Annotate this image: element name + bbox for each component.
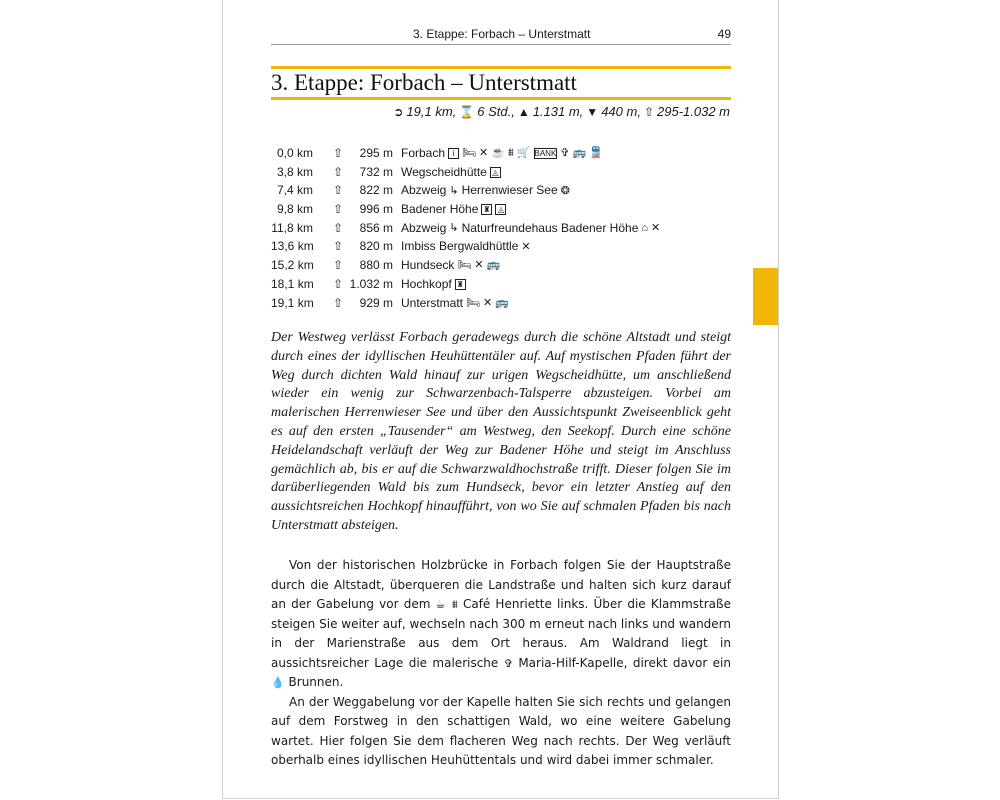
stage-title: 3. Etappe: Forbach – Unterstmatt — [271, 70, 577, 95]
altitude-arrow-icon: ⇧ — [333, 164, 344, 179]
route-km: 15,2 km — [271, 258, 314, 273]
route-altitude: 732 m — [359, 164, 393, 179]
view-icon: ◬ — [490, 167, 501, 178]
view-icon: ◬ — [495, 204, 506, 215]
branch-icon: ↳ — [449, 184, 459, 197]
route-altitude: 996 m — [359, 202, 393, 217]
route-altitude: 1.032 m — [349, 276, 393, 291]
arrow-down-icon: ▼ — [586, 104, 599, 119]
route-km: 9,8 km — [276, 202, 313, 217]
page-number: 49 — [717, 27, 731, 41]
route-place-name: Abzweig — [401, 183, 447, 198]
summary-descent: 440 m, — [601, 104, 641, 119]
route-place-name: Imbiss Bergwaldhüttle — [401, 239, 519, 254]
route-place-name: Hochkopf — [401, 276, 452, 291]
route-altitude: 929 m — [359, 295, 393, 310]
title-rule-top — [271, 66, 731, 69]
body-p1-part-a: Von der historischen Holzbrücke in Forbach folgen Sie der Hauptstraße durch die Altstadt, überqueren die Landstraße und halten sich kurz darauf an der Gabelung vor dem — [271, 558, 731, 611]
water-drop-icon: 💧 — [271, 676, 285, 689]
summary-ascent: 1.131 m, — [532, 104, 584, 119]
running-head-rule — [271, 44, 731, 45]
route-km: 18,1 km — [271, 276, 314, 291]
body-p1-part-c: Maria-Hilf-Kapelle, direkt davor ein — [518, 655, 731, 670]
route-place — [401, 275, 466, 294]
summary-time: 6 Std., — [477, 104, 515, 119]
branch-icon: ↳ — [449, 222, 459, 235]
bus-icon: 🚌 — [495, 296, 509, 309]
route-place-name: Badener Höhe — [401, 202, 479, 217]
loop-arrow-icon: ➲ — [393, 104, 404, 119]
tower-icon: ♜ — [456, 279, 464, 289]
body-p1-part-d: Brunnen. — [288, 675, 344, 689]
body-text — [271, 556, 731, 771]
bank-icon: BANK — [534, 148, 557, 158]
route-place-name: Abzweig — [401, 220, 447, 235]
route-place — [401, 256, 500, 275]
route-place-name: Wegscheidhütte — [401, 164, 487, 179]
stage-intro: Der Westweg verlässt Forbach geradewegs durch die schöne Altstadt und steigt durch eines der idyllischen Heuhüttentäler auf. Auf mystischen Pfaden führt der Weg durch dichten Wald hinauf zur urigen Wegscheidhütte, um anschließend wieder ein wenig zur Schwarzenbach-Talsperre abzusteigen. Vorbei am malerischen Herrenwieser See und über den Aussichtspunkt Zweiseenblick geht es auf den ersten „Tausender“ am Westweg, den Seekopf. Durch eine schöne Heidelandschaft verläuft der Weg zur Badener Höhe und steigt im Anschluss gemächlich ab, bis er auf die Schwarzwaldhochstraße trifft. Dieser folgen Sie im darüberliegenden Wald bis zum Hundseck, bevor ein letzter Anstieg auf den aussichtsreichen Hochkopf hinaufführt, von wo Sie auf schmalen Pfaden bis nach Unterstmatt absteigen. — [271, 330, 731, 533]
hourglass-icon: ⌛ — [459, 104, 475, 119]
route-place — [401, 200, 506, 219]
route-place-destination: Herrenwieser See — [461, 183, 558, 198]
route-place — [401, 144, 603, 163]
altitude-arrow-icon: ⇧ — [333, 146, 344, 160]
bed-icon: 🛏 — [462, 147, 476, 160]
summary-altitude: 295-1.032 m — [657, 104, 730, 119]
route-km: 13,6 km — [271, 239, 314, 254]
chapel-icon: ✞ — [560, 147, 570, 160]
route-place-name: Forbach — [401, 146, 446, 160]
bus-icon: 🚌 — [572, 147, 587, 160]
route-altitude: 295 m — [359, 146, 393, 160]
bed-icon: 🛏 — [466, 296, 480, 309]
route-km: 0,0 km — [276, 146, 313, 160]
title-rule-bottom — [271, 97, 731, 100]
arrow-up-icon: ▲ — [517, 104, 530, 119]
altitude-arrow-icon: ⇧ — [643, 104, 654, 119]
route-place-name: Hundseck — [401, 258, 455, 273]
altitude-arrow-icon: ⇧ — [333, 202, 344, 217]
train-icon: 🚆 — [589, 147, 603, 160]
body-paragraph-1 — [271, 556, 731, 693]
route-km: 3,8 km — [276, 164, 313, 179]
route-place-destination: Naturfreundehaus Badener Höhe — [461, 220, 639, 235]
summary-distance: 19,1 km, — [406, 104, 457, 119]
chapter-thumb-tab — [753, 268, 778, 325]
route-altitude: 820 m — [359, 239, 393, 254]
book-page — [222, 0, 779, 799]
bakery-icon: ⩩ — [507, 147, 514, 160]
cafe-icon: ☕ — [435, 598, 447, 611]
bus-icon: 🚌 — [486, 259, 501, 272]
route-place — [401, 237, 531, 256]
bed-icon: 🛏 — [457, 259, 472, 272]
restaurant-icon: ✕ — [482, 296, 493, 309]
stage-summary — [393, 104, 730, 119]
route-place — [401, 294, 509, 313]
shop-icon: 🛒 — [516, 147, 531, 160]
restaurant-icon: ✕ — [651, 222, 661, 235]
altitude-arrow-icon: ⇧ — [333, 239, 344, 254]
restaurant-icon: ✕ — [474, 259, 484, 272]
info-icon: i — [448, 148, 459, 159]
route-altitude: 856 m — [359, 220, 393, 235]
route-place — [401, 219, 660, 238]
restaurant-icon: ✕ — [479, 147, 489, 160]
altitude-arrow-icon: ⇧ — [333, 295, 344, 310]
route-place — [401, 163, 501, 182]
hut-icon: ⌂ — [641, 222, 649, 235]
altitude-arrow-icon: ⇧ — [333, 220, 344, 235]
route-place — [401, 181, 570, 200]
route-km: 19,1 km — [271, 295, 314, 310]
chapel-icon: ✞ — [503, 656, 513, 670]
route-altitude: 822 m — [359, 183, 393, 198]
altitude-arrow-icon: ⇧ — [333, 258, 344, 273]
tower-icon: ♜ — [483, 204, 491, 214]
route-km: 11,8 km — [271, 220, 313, 235]
body-paragraph-2: An der Weggabelung vor der Kapelle halten Sie sich rechts und gelangen auf dem Forstweg in den schattigen Wald, wo eine weitere Gabelung wartet. Hier folgen Sie dem flacheren Weg nach rechts. Der Weg verläuft oberhalb eines idyllischen Heuhüttentals und wird dabei immer schmaler. — [271, 694, 731, 767]
route-km: 7,4 km — [276, 183, 313, 198]
route-altitude: 880 m — [359, 258, 393, 273]
sight-icon: ❂ — [560, 184, 570, 197]
route-place-name: Unterstmatt — [401, 295, 464, 310]
altitude-arrow-icon: ⇧ — [333, 276, 344, 291]
running-head-title: 3. Etappe: Forbach – Unterstmatt — [413, 27, 591, 41]
altitude-arrow-icon: ⇧ — [333, 183, 344, 198]
cafe-icon: ☕ — [491, 147, 505, 160]
body-p1-part-b: Café Henriette links. Über die Klammstraße steigen Sie weiter auf, wechseln nach 300 m erneut nach links und wandern in der Marienstraße aus dem Ort heraus. Am Waldrand liegt in aussichtsreicher Lage die malerische — [271, 597, 731, 670]
restaurant-icon: ✕ — [521, 240, 531, 253]
bakery-icon: ⩩ — [451, 598, 458, 611]
